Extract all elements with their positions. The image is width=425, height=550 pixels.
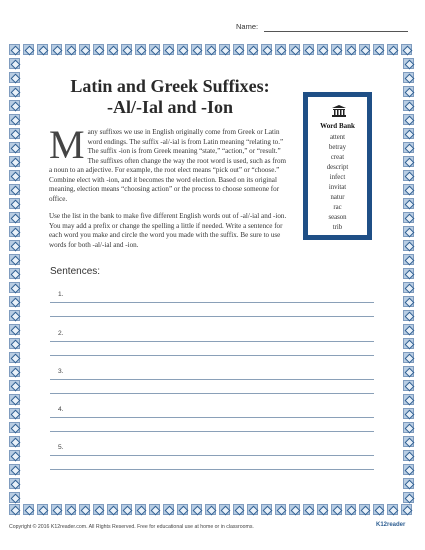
- k12reader-logo: K12reader: [376, 522, 406, 528]
- writing-line[interactable]: [50, 302, 374, 303]
- drop-cap: M: [49, 122, 85, 167]
- border-tile: [345, 44, 356, 55]
- border-tile: [9, 324, 20, 335]
- border-tile: [9, 394, 20, 405]
- border-tile: [9, 72, 20, 83]
- border-tile: [359, 504, 370, 515]
- border-tile: [317, 44, 328, 55]
- border-tile: [403, 478, 414, 489]
- copyright-footer: Copyright © 2016 K12reader.com. All Rights Reserved. Free for educational use at home or in classrooms.: [9, 524, 254, 530]
- border-tile: [403, 100, 414, 111]
- border-tile: [9, 100, 20, 111]
- border-tile: [93, 504, 104, 515]
- border-tile: [9, 212, 20, 223]
- border-tile: [403, 296, 414, 307]
- border-tile: [9, 310, 20, 321]
- border-tile: [403, 422, 414, 433]
- border-tile: [403, 352, 414, 363]
- border-tile: [9, 268, 20, 279]
- border-tile: [9, 352, 20, 363]
- writing-line[interactable]: [50, 379, 374, 380]
- border-tile: [107, 44, 118, 55]
- writing-line[interactable]: [50, 431, 374, 432]
- border-tile: [9, 422, 20, 433]
- border-tile: [289, 504, 300, 515]
- border-tile: [177, 504, 188, 515]
- border-tile: [121, 44, 132, 55]
- border-tile: [79, 44, 90, 55]
- border-tile: [373, 44, 384, 55]
- writing-line[interactable]: [50, 469, 374, 470]
- border-tile: [303, 504, 314, 515]
- border-tile: [9, 408, 20, 419]
- border-tile: [9, 184, 20, 195]
- name-label: Name:: [236, 22, 259, 31]
- border-tile: [9, 226, 20, 237]
- border-tile: [135, 44, 146, 55]
- border-tile: [233, 504, 244, 515]
- border-tile: [387, 44, 398, 55]
- sentence-number: 4.: [58, 406, 64, 413]
- sentence-number: 2.: [58, 330, 64, 337]
- border-tile: [121, 504, 132, 515]
- border-tile: [149, 44, 160, 55]
- border-tile: [403, 114, 414, 125]
- word-bank-item: infect: [329, 174, 346, 181]
- border-tile: [403, 324, 414, 335]
- border-tile: [403, 142, 414, 153]
- word-bank-title: Word Bank: [320, 122, 355, 130]
- border-tile: [79, 504, 90, 515]
- border-tile: [403, 86, 414, 97]
- word-bank-item: betray: [329, 144, 346, 151]
- border-tile: [51, 504, 62, 515]
- name-underline[interactable]: [264, 31, 408, 32]
- border-tile: [9, 296, 20, 307]
- border-tile: [23, 44, 34, 55]
- border-tile: [219, 44, 230, 55]
- border-tile: [317, 504, 328, 515]
- word-bank-box: [303, 92, 372, 240]
- border-tile: [9, 366, 20, 377]
- word-bank-item: rac: [333, 204, 342, 211]
- border-tile: [9, 338, 20, 349]
- border-tile: [9, 58, 20, 69]
- border-tile: [261, 504, 272, 515]
- border-tile: [403, 310, 414, 321]
- border-tile: [403, 184, 414, 195]
- border-tile: [331, 44, 342, 55]
- word-bank-item: invitat: [328, 184, 347, 191]
- border-tile: [163, 44, 174, 55]
- border-tile: [403, 338, 414, 349]
- border-tile: [9, 436, 20, 447]
- intro-text: any suffixes we use in English originally come from Greek or Latin word endings. The suffix -al/-ial is from Latin meaning “relating to.” The suffix -ion is from Greek meaning “state,” “action,” or “result.” The suffixes often change the way the root word is used, such as from a noun to an adjective. For example, the root elect means “pick out” or “choose.” Combine elect with -ion, and it becomes the word election. Based on its original meaning, election means “choosing action” or the process to choose someone for office.: [49, 128, 287, 203]
- border-tile: [9, 478, 20, 489]
- border-tile: [191, 44, 202, 55]
- border-tile: [9, 170, 20, 181]
- page-title: [45, 76, 295, 118]
- border-tile: [247, 44, 258, 55]
- word-bank-item: attent: [329, 134, 346, 141]
- border-tile: [403, 408, 414, 419]
- border-tile: [9, 142, 20, 153]
- border-tile: [135, 504, 146, 515]
- border-tile: [403, 450, 414, 461]
- border-tile: [403, 268, 414, 279]
- border-tile: [247, 504, 258, 515]
- title-line-1: Latin and Greek Suffixes:: [70, 76, 270, 96]
- border-tile: [275, 44, 286, 55]
- sentence-number: 3.: [58, 368, 64, 375]
- intro-paragraph: [49, 122, 287, 204]
- border-tile: [403, 58, 414, 69]
- border-tile: [9, 380, 20, 391]
- border-tile: [9, 240, 20, 251]
- border-tile: [403, 226, 414, 237]
- border-tile: [403, 394, 414, 405]
- border-tile: [9, 86, 20, 97]
- border-tile: [9, 114, 20, 125]
- border-tile: [9, 128, 20, 139]
- border-tile: [65, 504, 76, 515]
- sentence-number: 5.: [58, 444, 64, 451]
- border-tile: [9, 450, 20, 461]
- writing-line[interactable]: [50, 455, 374, 456]
- writing-line[interactable]: [50, 393, 374, 394]
- writing-line[interactable]: [50, 316, 374, 317]
- border-tile: [403, 366, 414, 377]
- border-tile: [403, 464, 414, 475]
- border-tile: [345, 504, 356, 515]
- border-tile: [9, 504, 20, 515]
- border-tile: [403, 72, 414, 83]
- border-tile: [163, 504, 174, 515]
- border-tile: [93, 44, 104, 55]
- border-tile: [9, 254, 20, 265]
- border-tile: [205, 504, 216, 515]
- border-tile: [359, 44, 370, 55]
- border-tile: [289, 44, 300, 55]
- border-tile: [23, 504, 34, 515]
- border-tile: [233, 44, 244, 55]
- bank-building-icon: [332, 105, 346, 117]
- border-tile: [37, 504, 48, 515]
- border-tile: [9, 464, 20, 475]
- border-tile: [403, 156, 414, 167]
- border-tile: [403, 282, 414, 293]
- border-tile: [403, 240, 414, 251]
- border-tile: [275, 504, 286, 515]
- word-bank-item: descript: [326, 164, 349, 171]
- sentences-heading: Sentences:: [50, 266, 101, 277]
- border-tile: [403, 170, 414, 181]
- border-tile: [261, 44, 272, 55]
- border-tile: [205, 44, 216, 55]
- border-tile: [401, 44, 412, 55]
- border-tile: [191, 504, 202, 515]
- border-tile: [177, 44, 188, 55]
- name-field[interactable]: [236, 22, 258, 31]
- title-line-2: -Al/-Ial and -Ion: [106, 97, 234, 117]
- border-tile: [9, 156, 20, 167]
- border-tile: [9, 492, 20, 503]
- writing-line[interactable]: [50, 417, 374, 418]
- border-tile: [149, 504, 160, 515]
- border-tile: [9, 44, 20, 55]
- border-tile: [403, 380, 414, 391]
- border-tile: [403, 436, 414, 447]
- word-bank-list: [308, 133, 367, 233]
- border-tile: [331, 504, 342, 515]
- writing-line[interactable]: [50, 355, 374, 356]
- border-tile: [107, 504, 118, 515]
- border-tile: [9, 282, 20, 293]
- sentence-number: 1.: [58, 291, 64, 298]
- instructions-paragraph: Use the list in the bank to make five different English words out of -al/-ial and -ion. You may add a prefix or change the spelling a little if needed. Write a sentence for each word you make and circle the word you made with the suffix. Be sure to use words for both -al/-ial and -ion.: [49, 212, 287, 249]
- border-tile: [219, 504, 230, 515]
- border-tile: [303, 44, 314, 55]
- word-bank-item: creat: [330, 154, 345, 161]
- word-bank-item: natur: [330, 194, 345, 201]
- border-tile: [373, 504, 384, 515]
- border-tile: [403, 254, 414, 265]
- border-tile: [403, 212, 414, 223]
- border-tile: [51, 44, 62, 55]
- border-tile: [403, 128, 414, 139]
- border-tile: [401, 504, 412, 515]
- word-bank-item: trib: [332, 224, 343, 231]
- border-tile: [387, 504, 398, 515]
- border-tile: [403, 492, 414, 503]
- border-tile: [65, 44, 76, 55]
- border-tile: [9, 198, 20, 209]
- border-tile: [403, 198, 414, 209]
- border-tile: [37, 44, 48, 55]
- word-bank-item: season: [328, 214, 347, 221]
- writing-line[interactable]: [50, 341, 374, 342]
